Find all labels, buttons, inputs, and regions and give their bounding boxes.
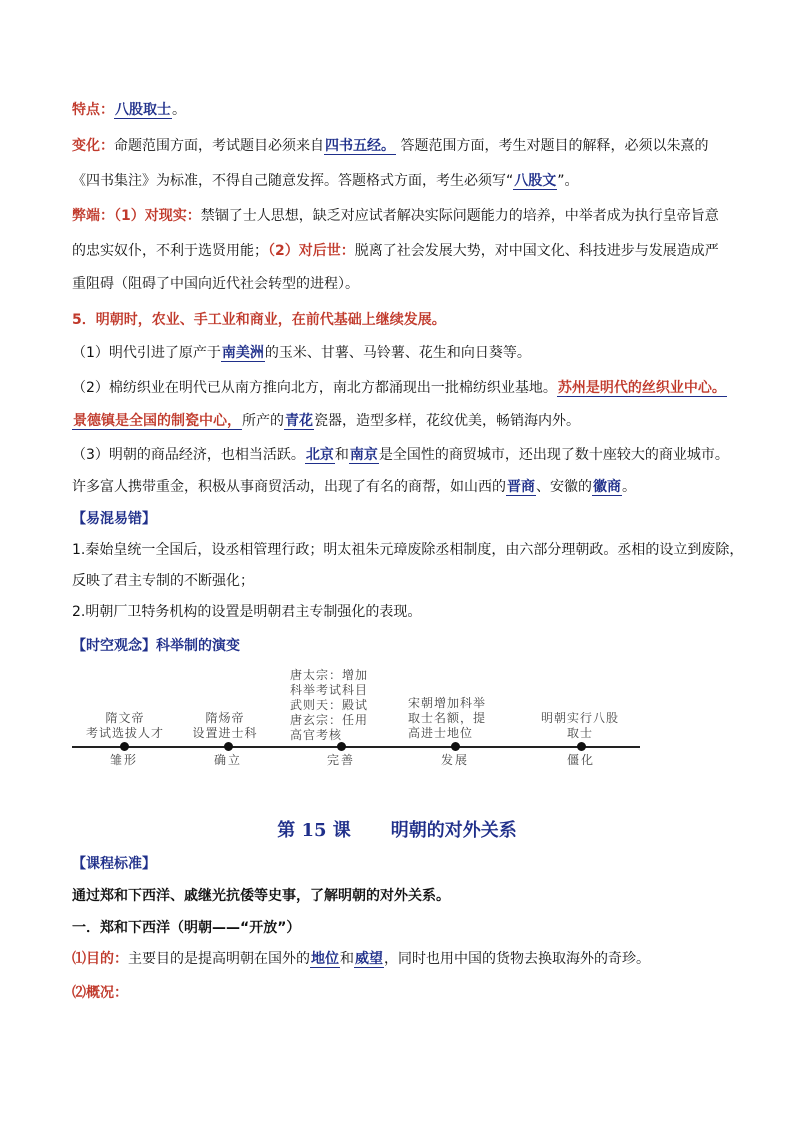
purpose-label: ⑴目的：	[72, 951, 128, 967]
confuse-heading: 【易混易错】	[72, 511, 156, 527]
timeline-node-1-text: 隋文帝 考试选拔人才	[85, 711, 164, 740]
item-2-fill-2: 景德镇是全国的制瓷中心，	[73, 413, 241, 429]
item-3-fill: 北京	[305, 447, 334, 463]
feature-label: 特点：	[72, 102, 114, 118]
timeline-dot-1	[120, 742, 129, 751]
timeline-node-2-text: 隋炀帝 设置进士科	[192, 711, 258, 740]
timeline-stage-4: 发展	[440, 753, 469, 767]
item-3-line-2: 许多富人携带重金，积极从事商贸活动，出现了有名的商帮，如山西的晋商、安徽的徽商。	[72, 479, 636, 495]
item-3-line-1: （3）明朝的商品经济，也相当活跃。北京和南京是全国性的商贸城市，还出现了数十座较大的商业城市。	[72, 447, 729, 463]
standard-text: 通过郑和下西洋、戚继光抗倭等史事，了解明朝的对外关系。	[72, 888, 450, 904]
item-3-fill-3: 晋商	[507, 479, 535, 495]
timeline-heading: 【时空观念】科举制的演变	[72, 638, 240, 654]
timeline-axis	[72, 746, 640, 748]
timeline-node-4-text: 宋朝增加科举 取士名额，提 高进士地位	[408, 696, 487, 740]
feature-line: 特点：八股取士。	[72, 102, 186, 118]
timeline-node-5-text: 明朝实行八股 取士	[540, 711, 619, 740]
item-1-fill: 南美洲	[221, 345, 264, 361]
timeline-stage-5: 僵化	[566, 753, 595, 767]
change-line-1: 变化：命题范围方面，考试题目必须来自四书五经。 答题范围方面，考生对题目的解释，必须以朱熹的	[72, 138, 709, 154]
change-label: 变化：	[72, 138, 114, 154]
confuse-line-3: 2.明朝厂卫特务机构的设置是明朝君主专制强化的表现。	[72, 604, 422, 620]
purpose-line: ⑴目的：主要目的是提高明朝在国外的地位和威望，同时也用中国的货物去换取海外的奇珍。	[72, 951, 650, 967]
timeline-dot-2	[224, 742, 233, 751]
lesson-number: 第 15 课	[277, 820, 351, 841]
section-1-heading: 一．郑和下西洋（明朝——“开放”）	[72, 920, 301, 936]
timeline-node-3-text: 唐太宗：增加 科举考试科目 武则天：殿试 唐玄宗：任用 高官考核	[290, 668, 369, 742]
item-2-line-1: （2）棉纺织业在明代已从南方推向北方，南北方都涌现出一批棉纺织业基地。苏州是明代的丝织业中心。	[72, 380, 726, 396]
purpose-fill: 地位	[311, 951, 339, 967]
timeline-dot-5	[577, 742, 586, 751]
lesson-name: 明朝的对外关系	[390, 820, 517, 841]
timeline-dot-3	[337, 742, 346, 751]
drawback-line-3: 重阻碍（阻碍了中国向近代社会转型的进程）。	[72, 276, 359, 292]
timeline-stage-1: 雏形	[109, 753, 138, 767]
drawback-label: 弊端：	[72, 208, 114, 224]
confuse-line-1: 1.秦始皇统一全国后，设丞相管理行政；明太祖朱元璋废除丞相制度，由六部分理朝政。丞相的设立到废除，	[72, 542, 744, 558]
purpose-fill-2: 威望	[355, 951, 383, 967]
timeline-stage-2: 确立	[213, 753, 242, 767]
overview-label: ⑵概况：	[72, 985, 128, 1001]
change-fill-2: 八股文	[514, 173, 557, 189]
section-5-heading: 5．明朝时，农业、手工业和商业，在前代基础上继续发展。	[72, 312, 446, 328]
lesson-title	[0, 816, 794, 842]
change-line-2: 《四书集注》为标准，不得自己随意发挥。答题格式方面，考生必须写“八股文”。	[72, 173, 579, 189]
item-3-fill-2: 南京	[349, 447, 378, 463]
feature-fill: 八股取士	[115, 102, 171, 118]
item-1: （1）明代引进了原产于南美洲的玉米、甘薯、马铃薯、花生和向日葵等。	[72, 345, 531, 361]
item-2-fill-3: 青花	[285, 413, 313, 429]
timeline-dot-4	[451, 742, 460, 751]
item-2-line-2: 景德镇是全国的制瓷中心，所产的青花瓷器，造型多样，花纹优美，畅销海内外。	[73, 413, 580, 429]
drawback-line-2: 的忠实奴仆，不利于选贤用能；（2）对后世：脱离了社会发展大势，对中国文化、科技进步与发展造成严	[72, 243, 719, 259]
drawback-line-1: 弊端：（1）对现实：禁锢了士人思想，缺乏对应试者解决实际问题能力的培养，中举者成为执行皇帝旨意	[72, 208, 719, 224]
standard-heading: 【课程标准】	[72, 856, 156, 872]
timeline-stage-3: 完善	[326, 753, 355, 767]
item-3-fill-4: 徽商	[593, 479, 621, 495]
item-2-fill: 苏州是明代的丝织业中心。	[557, 380, 726, 396]
change-fill: 四书五经。	[325, 138, 395, 154]
confuse-line-2: 反映了君主专制的不断强化；	[72, 573, 254, 589]
